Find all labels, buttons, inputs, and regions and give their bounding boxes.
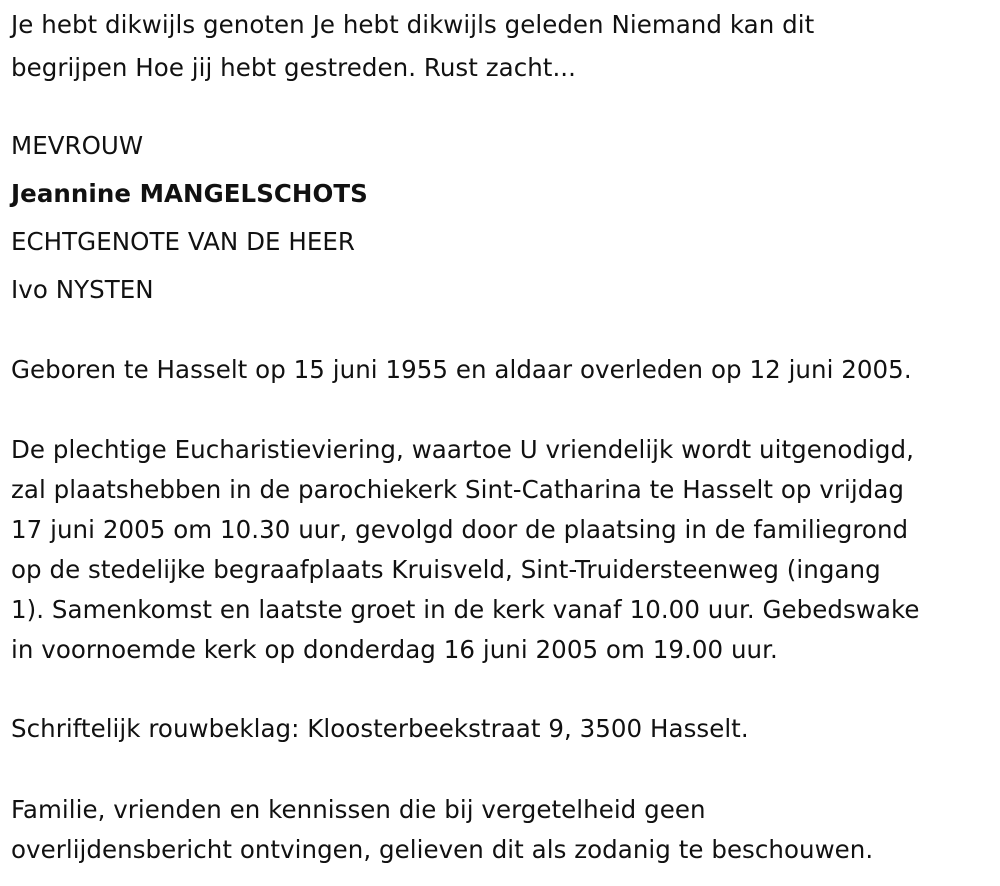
ceremony-line: op de stedelijke begraafplaats Kruisveld, Sint-Truidersteenweg (ingang (11, 555, 881, 584)
deceased-name: Jeannine MANGELSCHOTS (11, 179, 368, 208)
birth-death-statement: Geboren te Hasselt op 15 juni 1955 en aldaar overleden op 12 juni 2005. (11, 355, 912, 384)
spouse-label: ECHTGENOTE VAN DE HEER (11, 227, 355, 256)
ceremony-line: 17 juni 2005 om 10.30 uur, gevolgd door de plaatsing in de familiegrond (11, 515, 909, 544)
poem-line: Je hebt dikwijls genoten Je hebt dikwijls geleden Niemand kan dit (11, 10, 815, 39)
condolence-address: Schriftelijk rouwbeklag: Kloosterbeekstraat 9, 3500 Hasselt. (11, 714, 749, 743)
ceremony-line: De plechtige Eucharistieviering, waartoe U vriendelijk wordt uitgenodigd, (11, 435, 914, 464)
spouse-name: Ivo NYSTEN (11, 275, 154, 304)
ceremony-line: 1). Samenkomst en laatste groet in de kerk vanaf 10.00 uur. Gebedswake (11, 595, 920, 624)
notice-line: Familie, vrienden en kennissen die bij vergetelheid geen (11, 795, 706, 824)
ceremony-line: zal plaatshebben in de parochiekerk Sint-Catharina te Hasselt op vrijdag (11, 475, 905, 504)
ceremony-line: in voornoemde kerk op donderdag 16 juni 2005 om 19.00 uur. (11, 635, 778, 664)
notice-line: overlijdensbericht ontvingen, gelieven dit als zodanig te beschouwen. (11, 835, 874, 864)
poem-line: begrijpen Hoe jij hebt gestreden. Rust zacht... (11, 53, 576, 82)
salutation: MEVROUW (11, 131, 144, 160)
